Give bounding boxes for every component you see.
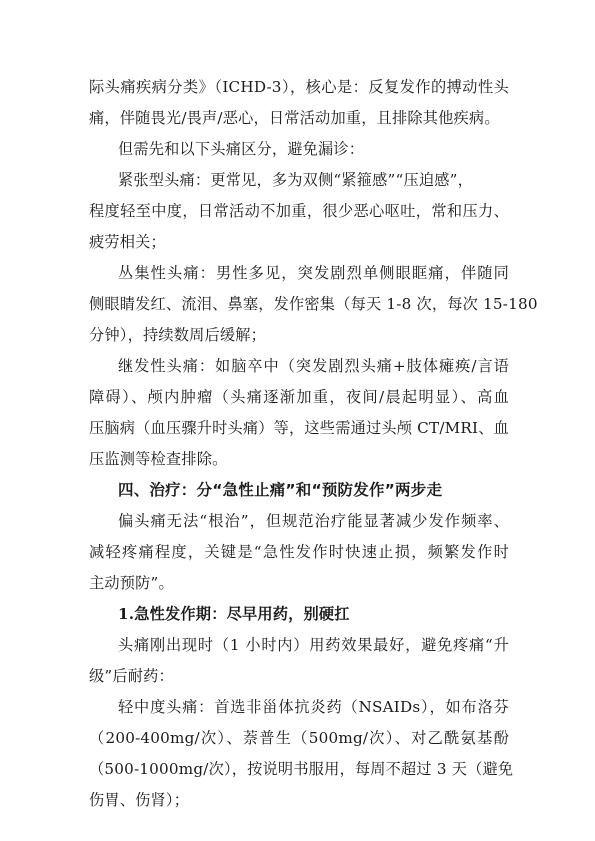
- body-text-line: 头痛刚出现时（1 小时内）用药效果最好，避免疼痛“升: [118, 636, 509, 654]
- body-text-line: 程度轻至中度，日常活动不加重，很少恶心呕吐，常和压力、: [89, 202, 509, 220]
- body-text-line: 轻中度头痛：首选非甾体抗炎药（NSAIDs），如布洛芬: [118, 698, 509, 716]
- body-text-line: 压监测等检查排除。: [89, 450, 228, 468]
- body-text-line: 但需先和以下头痛区分，避免漏诊：: [118, 140, 365, 158]
- subsection-heading: 1.急性发作期：尽早用药，别硬扛: [118, 605, 350, 623]
- body-text-line: 偏头痛无法“根治”，但规范治疗能显著减少发作频率、: [118, 512, 509, 530]
- section-heading: 四、治疗：分“急性止痛”和“预防发作”两步走: [118, 481, 443, 499]
- body-text-line: （200-400mg/次）、萘普生（500mg/次）、对乙酰氨基酚: [89, 729, 509, 747]
- body-text-line: （500-1000mg/次），按说明书服用，每周不超过 3 天（避免: [89, 760, 514, 778]
- body-text-line: 伤胃、伤肾）；: [89, 791, 190, 809]
- body-text-line: 减轻疼痛程度，关键是“急性发作时快速止损，频繁发作时: [89, 543, 509, 561]
- body-text-line: 丛集性头痛：男性多见，突发剧烈单侧眼眶痛，伴随同: [118, 264, 509, 282]
- body-text-line: 侧眼睛发红、流泪、鼻塞，发作密集（每天 1-8 次，每次 15-180: [89, 295, 538, 313]
- body-text-line: 继发性头痛：如脑卒中（突发剧烈头痛+肢体瘫痪/言语: [118, 357, 509, 375]
- body-text-line: 压脑病（血压骤升时头痛）等，这些需通过头颅 CT/MRI、血: [89, 419, 509, 437]
- body-text-line: 紧张型头痛：更常见，多为双侧“紧箍感”“压迫感”，: [118, 171, 473, 189]
- body-text-line: 痛，伴随畏光/畏声/恶心，日常活动加重，且排除其他疾病。: [89, 109, 500, 127]
- body-text-line: 分钟），持续数周后缓解；: [89, 326, 267, 344]
- body-text-line: 障碍）、颅内肿瘤（头痛逐渐加重，夜间/晨起明显）、高血: [89, 388, 509, 406]
- body-text-line: 际头痛疾病分类》（ICHD-3），核心是：反复发作的搏动性头: [89, 78, 509, 96]
- body-text-line: 疲劳相关；: [89, 233, 166, 251]
- body-text-line: 级”后耐药：: [89, 667, 174, 685]
- body-text-line: 主动预防”。: [89, 574, 174, 592]
